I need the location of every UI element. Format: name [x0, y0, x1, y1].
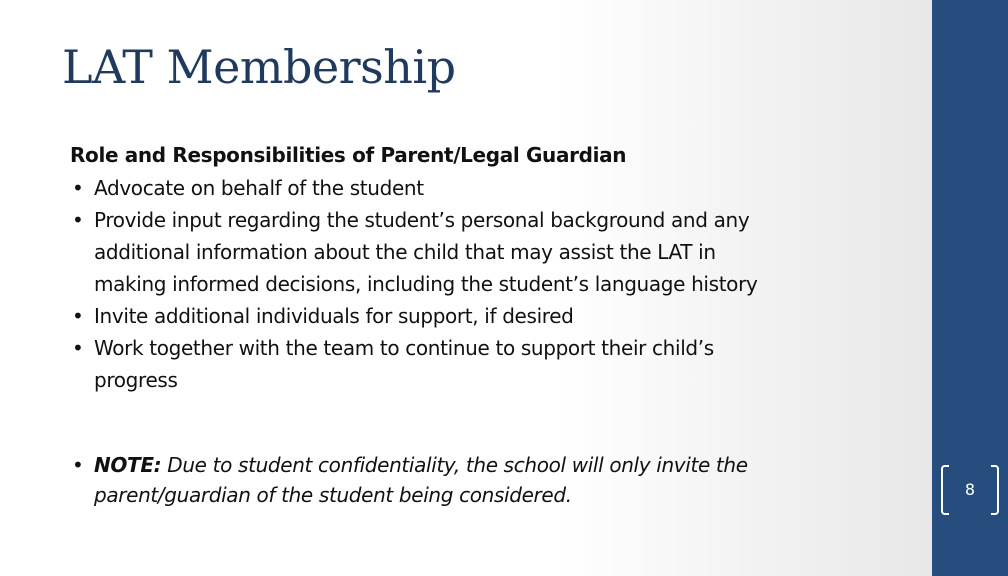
bullet-item [70, 332, 870, 396]
page-number: 8 [964, 480, 976, 499]
bullet-line: • Provide input regarding the student’s personal background and any [94, 208, 750, 232]
bullet-line: additional information about the child that may assist the LAT in [94, 240, 716, 264]
page-number-badge [941, 465, 999, 515]
note-bullet [70, 450, 890, 510]
slide-title: LAT Membership [62, 40, 456, 94]
note-first-line [94, 450, 890, 480]
responsibility-list [70, 172, 870, 396]
note-text-line: parent/guardian of the student being considered. [94, 483, 572, 507]
bullet-line: • Invite additional individuals for support, if desired [94, 304, 574, 328]
section-heading: Role and Responsibilities of Parent/Legal Guardian [70, 143, 627, 167]
bullet-line: • Advocate on behalf of the student [94, 176, 424, 200]
note-block [70, 450, 890, 510]
bullet-line: • Work together with the team to continue to support their child’s [94, 336, 714, 360]
note-label: NOTE: [94, 453, 162, 477]
bullet-item [70, 172, 870, 204]
note-text: Due to student confidentiality, the school will only invite the [161, 453, 748, 477]
bullet-item [70, 300, 870, 332]
bullet-item [70, 204, 870, 300]
bullet-line: making informed decisions, including the student’s language history [94, 272, 758, 296]
bullet-line: progress [94, 368, 178, 392]
slide-body [70, 139, 870, 396]
